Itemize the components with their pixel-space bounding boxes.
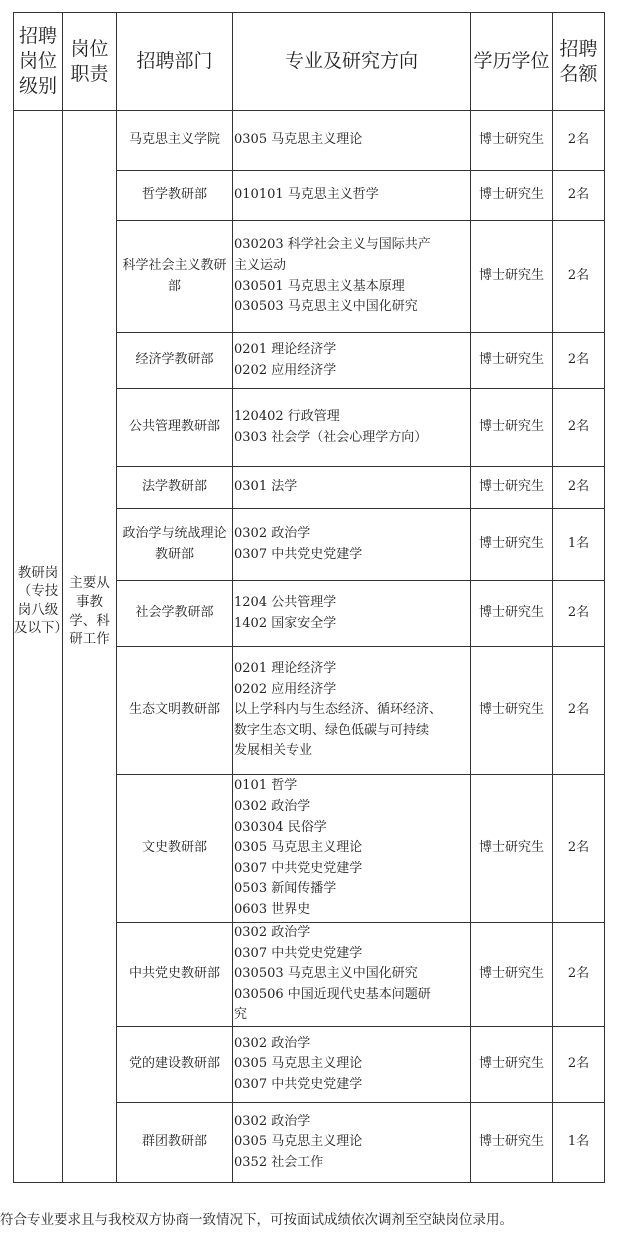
major-cell	[233, 647, 471, 775]
header-dept: 招聘部门	[117, 13, 233, 111]
dept-cell: 法学教研部	[117, 467, 233, 509]
header-level: 招聘岗位级别	[14, 13, 63, 111]
major-line: 030203 科学社会主义与国际共产	[234, 237, 431, 253]
major-line: 0503 新闻传播学	[234, 881, 337, 897]
quota-cell: 2名	[553, 923, 605, 1027]
dept-cell: 科学社会主义教研部	[117, 221, 233, 333]
header-row	[14, 13, 605, 111]
degree-cell: 博士研究生	[471, 389, 553, 467]
major-cell	[233, 171, 471, 221]
header-quota: 招聘名额	[553, 13, 605, 111]
position-level-cell: 教研岗（专技岗八级及以下）	[14, 111, 63, 1183]
major-line: 0305 马克思主义理论	[234, 1056, 363, 1072]
major-line: 0302 政治学	[234, 799, 311, 815]
dept-cell: 社会学教研部	[117, 581, 233, 647]
degree-cell: 博士研究生	[471, 1027, 553, 1103]
major-cell	[233, 221, 471, 333]
major-line: 0307 中共党史党建学	[234, 1076, 363, 1092]
quota-cell: 2名	[553, 467, 605, 509]
dept-cell: 文史教研部	[117, 775, 233, 923]
dept-cell: 经济学教研部	[117, 333, 233, 389]
major-line: 0302 政治学	[234, 525, 311, 541]
degree-cell: 博士研究生	[471, 647, 553, 775]
major-line: 1204 公共管理学	[234, 594, 337, 610]
major-cell	[233, 923, 471, 1027]
major-cell	[233, 509, 471, 581]
dept-cell: 马克思主义学院	[117, 111, 233, 171]
quota-cell: 2名	[553, 1027, 605, 1103]
major-line: 0302 政治学	[234, 1113, 311, 1129]
degree-cell: 博士研究生	[471, 467, 553, 509]
header-duty: 岗位职责	[63, 13, 117, 111]
major-line: 主义运动	[234, 257, 287, 273]
quota-cell: 1名	[553, 509, 605, 581]
major-line: 发展相关专业	[234, 743, 313, 759]
degree-cell: 博士研究生	[471, 1103, 553, 1183]
table-body	[14, 111, 605, 1183]
dept-cell: 公共管理教研部	[117, 389, 233, 467]
major-line: 1402 国家安全学	[234, 615, 337, 631]
major-line: 0201 理论经济学	[234, 661, 337, 677]
major-line: 0352 社会工作	[234, 1154, 324, 1170]
major-line: 0302 政治学	[234, 925, 311, 941]
footnote: 符合专业要求且与我校双方协商一致情况下，可按面试成绩依次调剂至空缺岗位录用。	[0, 1212, 513, 1228]
quota-cell: 2名	[553, 581, 605, 647]
quota-cell: 2名	[553, 775, 605, 923]
degree-cell: 博士研究生	[471, 509, 553, 581]
major-line: 0603 世界史	[234, 901, 311, 917]
major-line: 030304 民俗学	[234, 819, 327, 835]
major-line: 0305 马克思主义理论	[234, 132, 363, 148]
major-line: 030501 马克思主义基本原理	[234, 278, 405, 294]
dept-cell: 群团教研部	[117, 1103, 233, 1183]
duty-cell: 主要从事教学、科研工作	[63, 111, 117, 1183]
header-degree: 学历学位	[471, 13, 553, 111]
degree-cell: 博士研究生	[471, 923, 553, 1027]
quota-cell: 2名	[553, 171, 605, 221]
major-line: 0307 中共党史党建学	[234, 945, 363, 961]
major-cell	[233, 111, 471, 171]
major-cell	[233, 775, 471, 923]
major-line: 0101 哲学	[234, 778, 298, 794]
major-line: 030503 马克思主义中国化研究	[234, 299, 418, 315]
degree-cell: 博士研究生	[471, 221, 553, 333]
quota-cell: 2名	[553, 221, 605, 333]
major-cell	[233, 333, 471, 389]
degree-cell: 博士研究生	[471, 171, 553, 221]
dept-cell: 中共党史教研部	[117, 923, 233, 1027]
dept-cell: 生态文明教研部	[117, 647, 233, 775]
quota-cell: 1名	[553, 1103, 605, 1183]
major-line: 数字生态文明、绿色低碳与可持续	[234, 722, 430, 738]
major-cell	[233, 581, 471, 647]
quota-cell: 2名	[553, 111, 605, 171]
degree-cell: 博士研究生	[471, 111, 553, 171]
major-line: 以上学科内与生态经济、循环经济、	[234, 702, 443, 718]
major-line: 0202 应用经济学	[234, 681, 337, 697]
major-line: 010101 马克思主义哲学	[234, 187, 379, 203]
major-line: 0305 马克思主义理论	[234, 840, 363, 856]
major-cell	[233, 1027, 471, 1103]
table-row	[14, 111, 605, 171]
major-line: 0301 法学	[234, 479, 298, 495]
header-major: 专业及研究方向	[233, 13, 471, 111]
major-line: 0201 理论经济学	[234, 341, 337, 357]
quota-cell: 2名	[553, 647, 605, 775]
major-line: 030506 中国近现代史基本问题研	[234, 986, 431, 1002]
major-cell	[233, 1103, 471, 1183]
dept-cell: 政治学与统战理论教研部	[117, 509, 233, 581]
major-line: 0307 中共党史党建学	[234, 546, 363, 562]
dept-cell: 党的建设教研部	[117, 1027, 233, 1103]
degree-cell: 博士研究生	[471, 775, 553, 923]
major-line: 究	[234, 1007, 248, 1023]
major-line: 0202 应用经济学	[234, 362, 337, 378]
quota-cell: 2名	[553, 389, 605, 467]
degree-cell: 博士研究生	[471, 333, 553, 389]
major-line: 0305 马克思主义理论	[234, 1134, 363, 1150]
major-cell	[233, 467, 471, 509]
major-line: 120402 行政管理	[234, 408, 340, 424]
degree-cell: 博士研究生	[471, 581, 553, 647]
major-cell	[233, 389, 471, 467]
dept-cell: 哲学教研部	[117, 171, 233, 221]
major-line: 030503 马克思主义中国化研究	[234, 966, 418, 982]
major-line: 0302 政治学	[234, 1035, 311, 1051]
recruitment-table	[13, 12, 605, 1183]
major-line: 0307 中共党史党建学	[234, 860, 363, 876]
quota-cell: 2名	[553, 333, 605, 389]
major-line: 0303 社会学（社会心理学方向）	[234, 429, 428, 445]
